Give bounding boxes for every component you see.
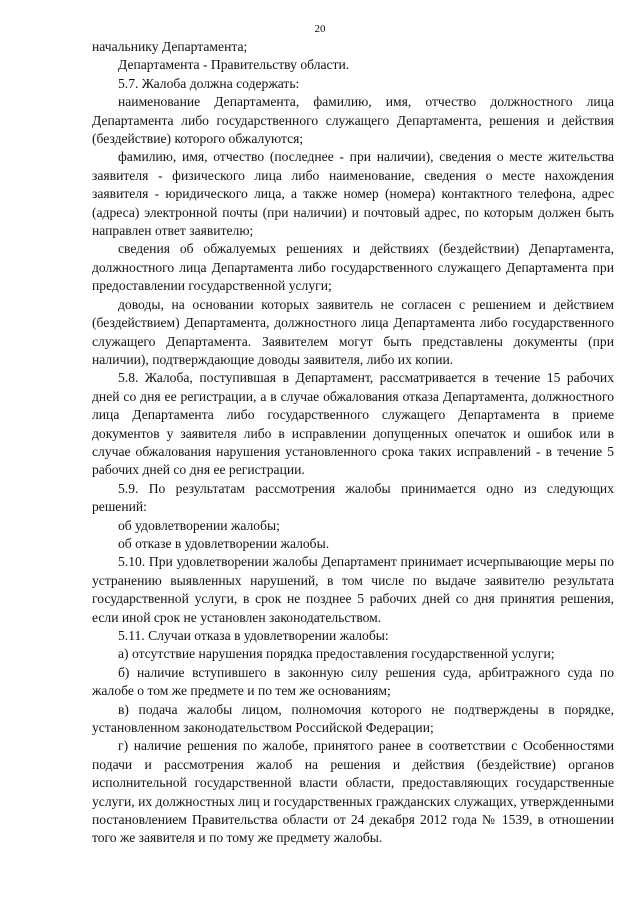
- paragraph: фамилию, имя, отчество (последнее - при наличии), сведения о месте жительства заявителя - физического лица либо наименование, сведения о месте нахождения заявителя - юридического лица, а также номер (номера) контактного телефона, адрес (адреса) электронной почты (при наличии) и почтовый адрес, по которым должен быть направлен ответ заявителю;: [92, 149, 614, 239]
- paragraph: 5.7. Жалоба должна содержать:: [118, 75, 300, 91]
- paragraph: в) подача жалобы лицом, полномочия которого не подтверждены в порядке, установленном законодательством Российской Федерации;: [92, 701, 614, 736]
- paragraph: г) наличие решения по жалобе, принятого ранее в соответствии с Особенностями подачи и рассмотрения жалоб на решения и действия (бездействие) органов исполнительной государственной власти области, предоставляющих государственные услуги, их должностных лиц и государственных гражданских служащих, утвержденными постановлением Правительства области от 24 декабря 2012 года № 1539, в отношении того же заявителя и по тому же предмету жалобы.: [92, 738, 614, 846]
- paragraph: 5.10. При удовлетворении жалобы Департамент принимает исчерпывающие меры по устранению выявленных нарушений, в том числе по выдаче заявителю результата государственной услуги, в срок не позднее 5 рабочих дней со дня принятия решения, если иной срок не установлен законодательством.: [92, 554, 614, 625]
- paragraph: об отказе в удовлетворении жалобы.: [118, 535, 330, 551]
- paragraph: 5.8. Жалоба, поступившая в Департамент, рассматривается в течение 15 рабочих дней со дня ее регистрации, а в случае обжалования отказа Департамента, должностного лица Департамента либо государственного служащего Департамента в приеме документов у заявителя либо в исправлении допущенных опечаток и ошибок или в случае обжалования нарушения установленного срока таких исправлений - в течение 5 рабочих дней со дня ее регистрации.: [92, 370, 614, 478]
- paragraph: а) отсутствие нарушения порядка предоставления государственной услуги;: [118, 646, 555, 662]
- paragraph: наименование Департамента, фамилию, имя, отчество должностного лица Департамента либо государственного служащего Департамента, решения и действия (бездействие) которого обжалуются;: [92, 94, 614, 147]
- document-body: [92, 38, 614, 848]
- paragraph: сведения об обжалуемых решениях и действиях (бездействии) Департамента, должностного лица Департамента либо государственного служащего Департамента при предоставлении государственной услуги;: [92, 241, 614, 294]
- paragraph: Департамента - Правительству области.: [118, 57, 350, 73]
- paragraph: об удовлетворении жалобы;: [118, 517, 280, 533]
- paragraph: б) наличие вступившего в законную силу решения суда, арбитражного суда по жалобе о том же предмете и по тем же основаниям;: [92, 664, 614, 699]
- paragraph: 5.9. По результатам рассмотрения жалобы принимается одно из следующих решений:: [92, 480, 614, 515]
- page-number: 20: [314, 23, 326, 35]
- paragraph: доводы, на основании которых заявитель не согласен с решением и действием (бездействием) Департамента, должностного лица Департамента либо государственного служащего Департамента. Заявителем могут быть представлены документы (при наличии), подтверждающие доводы заявителя, либо их копии.: [92, 296, 614, 367]
- paragraph: 5.11. Случаи отказа в удовлетворении жалобы:: [118, 628, 389, 643]
- paragraph: начальнику Департамента;: [92, 39, 248, 54]
